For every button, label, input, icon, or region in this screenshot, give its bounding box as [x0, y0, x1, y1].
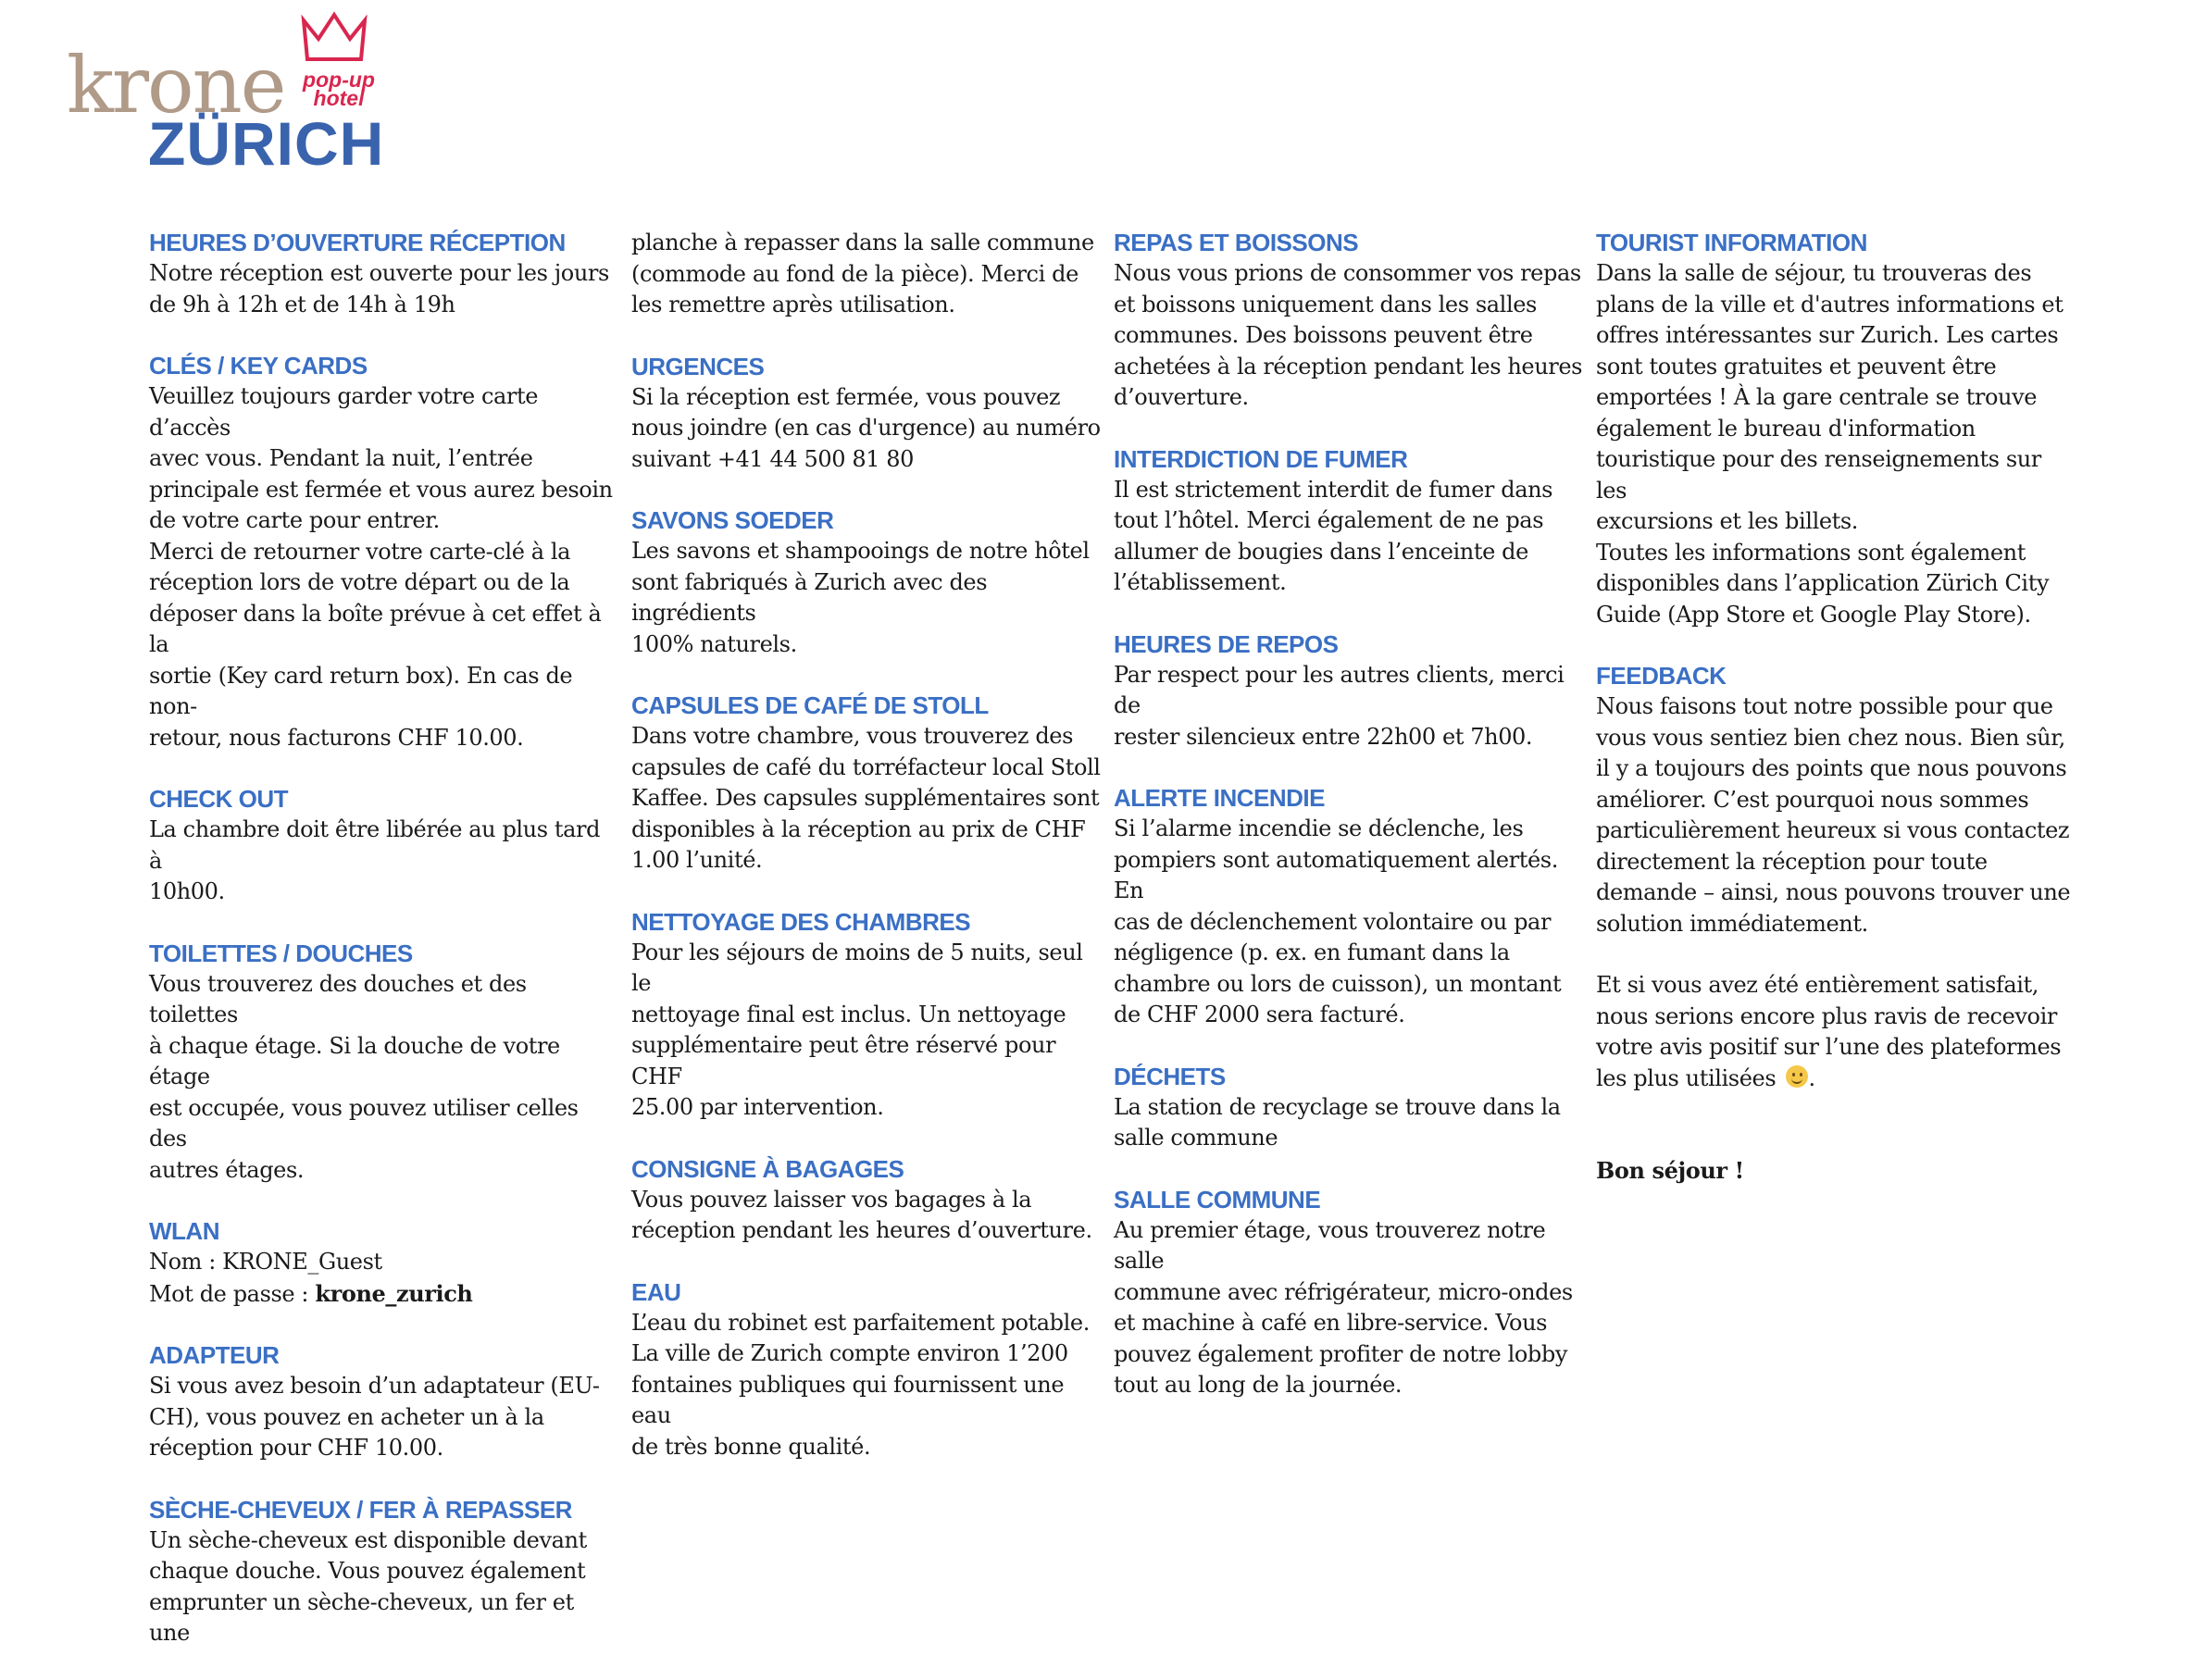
section-heures-ouverture: [149, 228, 619, 320]
column-3: [1114, 228, 1584, 1432]
text-line: touristique pour des renseignements sur les: [1596, 446, 2041, 504]
text-line: Les savons et shampooings de notre hôtel: [631, 538, 1090, 564]
text-line: tout l’hôtel. Merci également de ne pas: [1114, 507, 1544, 533]
section-wlan: [149, 1216, 619, 1310]
text-line: disponibles dans l’application Zürich City: [1596, 570, 2050, 596]
text-line: de très bonne qualité.: [631, 1433, 871, 1460]
section-consigne: [631, 1154, 1102, 1247]
section-heading: CLÉS / KEY CARDS: [149, 352, 368, 380]
section-capsules: [631, 691, 1102, 877]
section-salle-commune: [1114, 1185, 1584, 1401]
text-line: Guide (App Store et Google Play Store).: [1596, 601, 2031, 628]
text-line: 10h00.: [149, 878, 225, 904]
smiley-icon: [1786, 1065, 1808, 1088]
text-line: sont fabriqués à Zurich avec des ingrédients: [631, 568, 988, 626]
text-line: les remettre après utilisation.: [631, 292, 955, 317]
text-line: négligence (p. ex. en fumant dans la: [1114, 940, 1510, 965]
text-line: directement la réception pour toute: [1596, 848, 1988, 875]
text-line: de votre carte pour entrer.: [149, 507, 440, 533]
section-heading: HEURES DE REPOS: [1114, 629, 1339, 658]
text-line: emportées ! À la gare centrale se trouve: [1596, 384, 2038, 410]
text-line: 25.00 par intervention.: [631, 1094, 884, 1120]
section-heading: FEEDBACK: [1596, 662, 1727, 690]
text-line: pouvez également profiter de notre lobby: [1114, 1340, 1568, 1367]
text-line: il y a toujours des points que nous pouvons: [1596, 755, 2067, 781]
section-check-out: [149, 784, 619, 908]
text-line: supplémentaire peut être réservé pour CHF: [631, 1032, 1056, 1089]
text-line: Veuillez toujours garder votre carte d’accès: [149, 383, 539, 441]
column-2: [631, 228, 1102, 1493]
text-line: nous serions encore plus ravis de recevoir: [1596, 1002, 2057, 1029]
crown-icon: [300, 11, 368, 67]
section-repos: [1114, 629, 1584, 753]
section-heading: CHECK OUT: [149, 785, 289, 813]
text-line: Toutes les informations sont également: [1596, 539, 2026, 566]
text-line: votre avis positif sur l’une des plateformes: [1596, 1034, 2062, 1060]
text-line: capsules de café du torréfacteur local Stoll: [631, 753, 1101, 780]
text-line: et machine à café en libre-service. Vous: [1114, 1310, 1548, 1336]
text-line: L’eau du robinet est parfaitement potable.: [631, 1309, 1090, 1336]
text-line: Dans votre chambre, vous trouverez des: [631, 723, 1073, 749]
column-1: [149, 228, 619, 1680]
text-line: particulièrement heureux si vous contactez: [1596, 817, 2070, 843]
section-heading: TOILETTES / DOUCHES: [149, 939, 413, 967]
section-heading: REPAS ET BOISSONS: [1114, 229, 1359, 256]
text-line: Kaffee. Des capsules supplémentaires sont: [631, 785, 1100, 811]
text-line: Un sèche-cheveux est disponible devant: [149, 1526, 587, 1553]
text-line: Pour les séjours de moins de 5 nuits, seul le: [631, 939, 1083, 996]
text-line: suivant +41 44 500 81 80: [631, 445, 915, 472]
text-line: réception pendant les heures d’ouverture.: [631, 1217, 1092, 1243]
section-heading: CONSIGNE À BAGAGES: [631, 1154, 904, 1183]
section-adapteur: [149, 1340, 619, 1464]
text-line: chaque douche. Vous pouvez également: [149, 1558, 586, 1584]
text-line: est occupée, vous pouvez utiliser celles des: [149, 1094, 579, 1151]
text-line: Nous faisons tout notre possible pour que: [1596, 693, 2053, 719]
section-heading: NETTOYAGE DES CHAMBRES: [631, 907, 971, 936]
section-cles: [149, 351, 619, 753]
wlan-password-label: Mot de passe :: [149, 1280, 316, 1307]
section-heading: ADAPTEUR: [149, 1341, 280, 1369]
spacer: [1596, 1125, 2077, 1155]
text-line: commune avec réfrigérateur, micro-ondes: [1114, 1278, 1573, 1305]
section-seche-cheveux-continued: [631, 228, 1102, 321]
section-savons: [631, 505, 1102, 660]
wlan-password: [149, 1278, 619, 1311]
text-line: Notre réception est ouverte pour les jours: [149, 260, 609, 286]
text-line: retour, nous facturons CHF 10.00.: [149, 724, 524, 751]
section-eau: [631, 1277, 1102, 1463]
section-incendie: [1114, 783, 1584, 1031]
text-line: nettoyage final est inclus. Un nettoyage: [631, 1001, 1066, 1027]
logo-popup-text: [293, 68, 385, 110]
text-line: excursions et les billets.: [1596, 508, 1859, 534]
text-line: d’ouverture.: [1114, 384, 1249, 410]
section-heading: CAPSULES DE CAFÉ DE STOLL: [631, 691, 989, 719]
text-line: demande – ainsi, nous pouvons trouver une: [1596, 879, 2071, 905]
logo-popup-line1: pop-up: [303, 68, 375, 92]
text-line: de 9h à 12h et de 14h à 19h: [149, 291, 455, 317]
text-line: pompiers sont automatiquement alertés. En: [1114, 846, 1558, 903]
logo-zurich-text: ZÜRICH: [148, 109, 385, 178]
logo: [67, 11, 400, 187]
text-line: 1.00 l’unité.: [631, 847, 763, 873]
section-toilettes: [149, 939, 619, 1187]
section-tourist-information: [1596, 228, 2077, 630]
text-line: plans de la ville et d'autres informations et: [1596, 291, 2064, 317]
section-heading: SÈCHE-CHEVEUX / FER À REPASSER: [149, 1495, 572, 1524]
text-line: cas de déclenchement volontaire ou par: [1114, 908, 1552, 935]
text-line: Nous vous prions de consommer vos repas: [1114, 260, 1581, 286]
section-heading: ALERTE INCENDIE: [1114, 784, 1325, 812]
logo-popup-line2: hotel: [313, 86, 365, 110]
text-line: communes. Des boissons peuvent être: [1114, 322, 1533, 348]
section-heading: WLAN: [149, 1217, 219, 1245]
text-line: allumer de bougies dans l’enceinte de: [1114, 538, 1528, 565]
section-heading: SALLE COMMUNE: [1114, 1185, 1321, 1213]
spacer: [1596, 940, 2077, 970]
column-4: [1596, 228, 2077, 1187]
text-line: Si vous avez besoin d’un adaptateur (EU-: [149, 1373, 600, 1399]
section-repas: [1114, 228, 1584, 414]
section-heading: EAU: [631, 1277, 681, 1306]
text-line: planche à repasser dans la salle commune: [631, 230, 1094, 255]
section-heading: TOURIST INFORMATION: [1596, 229, 1867, 256]
text-line: nous joindre (en cas d'urgence) au numéro: [631, 415, 1101, 441]
text-line: Et si vous avez été entièrement satisfait,: [1596, 972, 2039, 998]
text-line: disponibles à la réception au prix de CHF: [631, 815, 1086, 842]
section-heading: HEURES D’OUVERTURE RÉCEPTION: [149, 229, 566, 256]
text-line: Au premier étage, vous trouverez notre salle: [1114, 1216, 1546, 1274]
text-line: autres étages.: [149, 1156, 305, 1183]
text-line: vous vous sentiez bien chez nous. Bien sûr,: [1596, 724, 2065, 751]
section-seche-cheveux: [149, 1495, 619, 1649]
text-line: solution immédiatement.: [1596, 910, 1868, 937]
text-line: sont toutes gratuites et peuvent être: [1596, 353, 1997, 380]
closing-text: Bon séjour !: [1596, 1157, 1744, 1184]
text-line: La station de recyclage se trouve dans la: [1114, 1093, 1561, 1120]
text-line: Dans la salle de séjour, tu trouveras des: [1596, 260, 2032, 286]
section-nettoyage: [631, 907, 1102, 1124]
text-fragment: les plus utilisées: [1596, 1064, 1777, 1091]
section-dechets: [1114, 1062, 1584, 1154]
text-line: principale est fermée et vous aurez besoin: [149, 476, 613, 503]
text-line: et boissons uniquement dans les salles: [1114, 291, 1537, 317]
text-line: CH), vous pouvez en acheter un à la: [149, 1403, 544, 1430]
text-line: améliorer. C’est pourquoi nous sommes: [1596, 786, 2029, 813]
logo-krone-text: krone: [67, 40, 285, 131]
text-line: sortie (Key card return box). En cas de non-: [149, 662, 573, 719]
wlan-password-value: krone_zurich: [315, 1279, 473, 1307]
section-fumer: [1114, 444, 1584, 599]
text-line: Par respect pour les autres clients, merci de: [1114, 661, 1565, 718]
text-line: Si l’alarme incendie se déclenche, les: [1114, 815, 1524, 841]
text-line: l’établissement.: [1114, 569, 1287, 595]
text-line: Vous trouverez des douches et des toilettes: [149, 970, 527, 1027]
text-line: tout au long de la journée.: [1114, 1372, 1403, 1398]
text-line: La chambre doit être libérée au plus tard à: [149, 816, 601, 874]
text-line: à chaque étage. Si la douche de votre étage: [149, 1032, 560, 1089]
text-line: également le bureau d'information: [1596, 415, 1976, 442]
text-line: emprunter un sèche-cheveux, un fer et une: [149, 1588, 574, 1646]
wlan-name: Nom : KRONE_Guest: [149, 1249, 382, 1275]
section-heading: DÉCHETS: [1114, 1062, 1226, 1090]
text-line: 100% naturels.: [631, 630, 797, 657]
text-line: rester silencieux entre 22h00 et 7h00.: [1114, 723, 1533, 750]
text-line: Il est strictement interdit de fumer dans: [1114, 476, 1553, 503]
text-line: Merci de retourner votre carte-clé à la: [149, 538, 571, 565]
text-line: salle commune: [1114, 1125, 1278, 1151]
text-line: Vous pouvez laisser vos bagages à la: [631, 1186, 1032, 1213]
text-line: [1596, 1064, 2077, 1095]
text-line: achetées à la réception pendant les heures: [1114, 353, 1583, 380]
section-heading: INTERDICTION DE FUMER: [1114, 444, 1408, 473]
text-line: La ville de Zurich compte environ 1’200: [631, 1340, 1068, 1366]
text-line: réception lors de votre départ ou de la: [149, 569, 570, 595]
section-urgences: [631, 352, 1102, 476]
text-line: réception pour CHF 10.00.: [149, 1435, 443, 1461]
section-feedback: [1596, 661, 2077, 1094]
text-line: Si la réception est fermée, vous pouvez: [631, 383, 1061, 410]
section-heading: SAVONS SOEDER: [631, 506, 834, 534]
text-line: chambre ou lors de cuisson), un montant: [1114, 970, 1562, 997]
text-line: fontaines publiques qui fournissent une eau: [631, 1371, 1065, 1428]
text-line: (commode au fond de la pièce). Merci de: [631, 260, 1079, 287]
text-line: avec vous. Pendant la nuit, l’entrée: [149, 445, 533, 471]
text-line: de CHF 2000 sera facturé.: [1114, 1002, 1405, 1027]
section-heading: URGENCES: [631, 352, 765, 380]
text-line: déposer dans la boîte prévue à cet effet à la: [149, 600, 602, 657]
text-fragment: .: [1808, 1064, 1815, 1091]
text-line: offres intéressantes sur Zurich. Les cartes: [1596, 322, 2059, 348]
